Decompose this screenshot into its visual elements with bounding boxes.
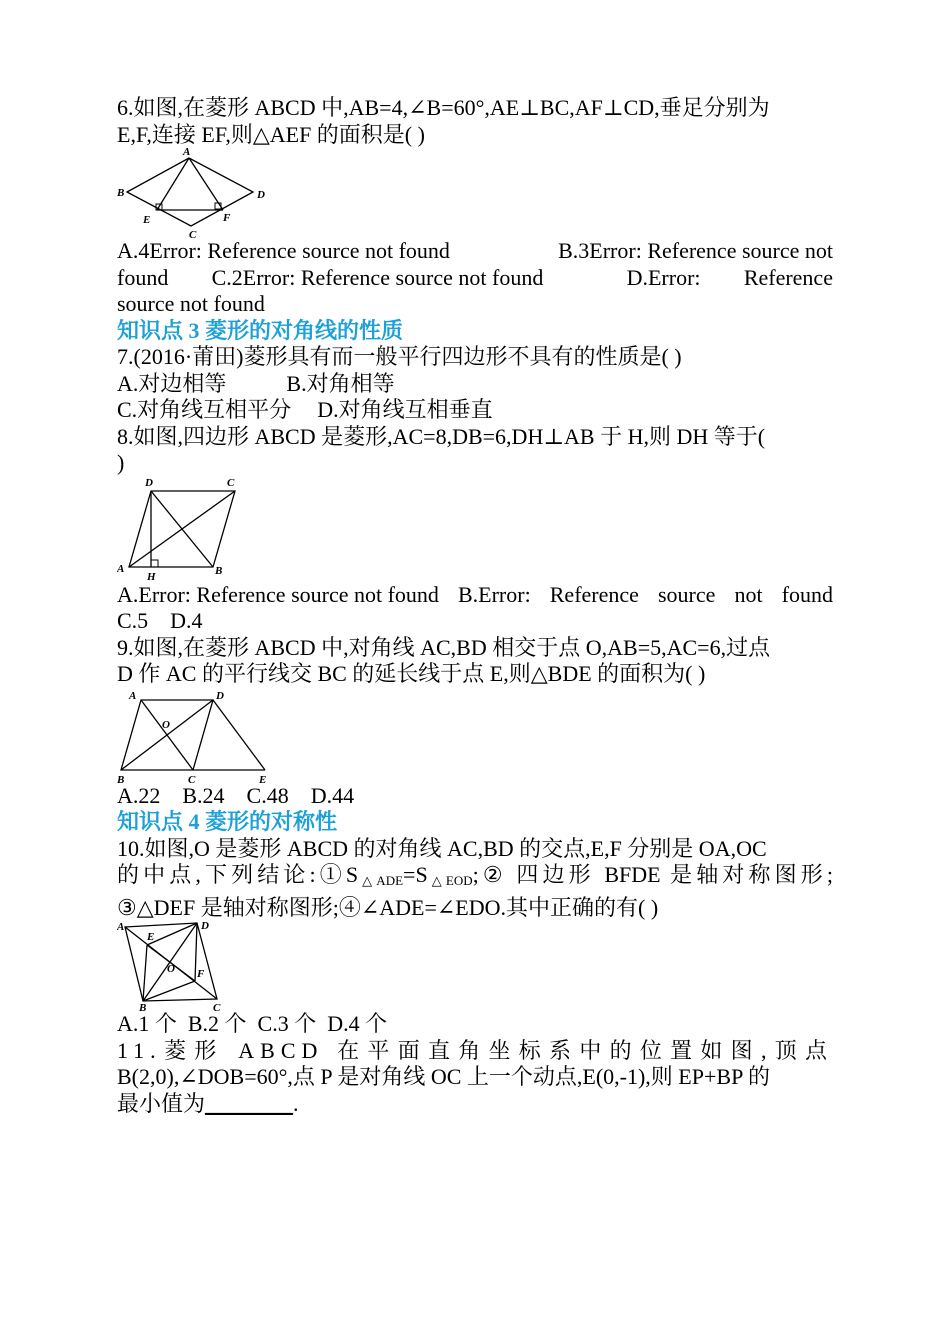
q8-stem-line1: 8.如图,四边形 ABCD 是菱形,AC=8,DB=6,DH⊥AB 于 H,则 DH 等于( <box>117 423 766 449</box>
q8-option-b-part3: source <box>657 581 716 607</box>
q6-label-d: D <box>257 189 265 201</box>
q6-label-f: F <box>223 212 231 224</box>
q6-option-b: B.3Error: Reference source not <box>558 238 833 263</box>
q8-rhombus-figure <box>117 477 247 582</box>
q6-label-c: C <box>189 229 197 238</box>
section-4-heading: 知识点 4 菱形的对称性 <box>117 809 338 834</box>
q10-stem-line1: 10.如图,O 是菱形 ABCD 的对角线 AC,BD 的交点,E,F 分别是 OA,OC <box>117 835 767 861</box>
q7-option-c: C.对角线互相平分 <box>117 397 292 422</box>
q8-options-row2: C.5 D.4 <box>117 608 203 633</box>
section-3-heading: 知识点 3 菱形的对角线的性质 <box>117 317 404 343</box>
q11-line3-suffix: . <box>293 1090 299 1116</box>
q10-line2-part-c: ;② 四边形 BFDE 是轴对称图形; <box>472 862 834 887</box>
q8-label-c: C <box>227 476 235 489</box>
q9-label-a: A <box>129 689 137 702</box>
q6-option-c: C.2Error: Reference source not found <box>211 264 544 290</box>
q8-label-b: B <box>215 564 223 577</box>
q7-stem: 7.(2016·莆田)菱形具有而一般平行四边形不具有的性质是( ) <box>117 344 682 369</box>
q7-option-b: B.对角相等 <box>286 370 395 396</box>
q8-label-h: H <box>147 570 156 582</box>
q10-stem-line3: ③△DEF 是轴对称图形;④∠ADE=∠EDO.其中正确的有( ) <box>117 894 659 920</box>
q9-label-o: O <box>162 718 170 731</box>
q6-option-a: A.4Error: Reference source not found <box>117 238 450 263</box>
q6-stem-line2: E,F,连接 EF,则△AEF 的面积是( ) <box>117 121 425 147</box>
q6-label-a: A <box>183 148 191 158</box>
q10-line2-part-b: =S <box>403 862 428 887</box>
q10-stem-line2 <box>117 862 833 895</box>
q9-label-c: C <box>188 773 196 783</box>
q8-option-a: A.Error: Reference source not found <box>117 581 439 607</box>
q6-rhombus-figure <box>117 148 277 238</box>
q10-label-f: F <box>197 968 205 980</box>
q11-answer-blank[interactable]: ________ <box>205 1090 294 1116</box>
q11-stem-line3 <box>117 1091 833 1118</box>
q8-option-b-part1: B.Error: <box>457 581 531 607</box>
q10-label-e: E <box>147 931 155 943</box>
q7-options-row2 <box>117 397 833 424</box>
q8-option-b-part2: Reference <box>549 581 639 607</box>
q7-options-row1 <box>117 371 833 398</box>
q7-option-d: D.对角线互相垂直 <box>317 397 493 422</box>
q6-label-b: B <box>117 187 125 199</box>
q9-stem-line1: 9.如图,在菱形 ABCD 中,对角线 AC,BD 相交于点 O,AB=5,AC=6,过点 <box>117 634 771 660</box>
q6-options-row2 <box>117 265 833 292</box>
q6-stem-line1: 6.如图,在菱形 ABCD 中,AB=4,∠B=60°,AE⊥BC,AF⊥CD,垂足分别为 <box>117 95 770 120</box>
q10-subscript-eod: △EOD <box>427 873 473 888</box>
q6-option-b-cont: found <box>117 264 169 290</box>
q7-option-a: A.对边相等 <box>117 370 227 396</box>
q8-options-row1 <box>117 582 833 609</box>
q10-options: A.1 个 B.2 个 C.3 个 D.4 个 <box>117 1011 388 1036</box>
q9-options: A.22 B.24 C.48 D.44 <box>117 782 355 808</box>
q10-rhombus-figure <box>117 921 227 1011</box>
q10-label-b: B <box>139 1002 147 1011</box>
q9-stem-line2: D 作 AC 的平行线交 BC 的延长线于点 E,则△BDE 的面积为( ) <box>117 661 706 686</box>
q10-label-o: O <box>167 963 175 975</box>
q6-option-d-part1: D.Error: <box>626 264 701 290</box>
q6-option-d-cont: source not found <box>117 291 265 316</box>
q10-label-a: A <box>117 921 125 933</box>
q6-label-e: E <box>143 214 151 226</box>
q9-label-b: B <box>117 773 125 783</box>
q8-label-a: A <box>117 562 125 575</box>
q10-label-d: D <box>201 921 209 932</box>
q8-label-d: D <box>145 476 153 489</box>
q8-option-b-part4: not <box>734 581 763 607</box>
q11-line3-prefix: 最小值为 <box>117 1090 206 1116</box>
q6-option-d-part2: Reference <box>743 264 833 290</box>
q8-stem-line2: ) <box>117 450 125 475</box>
q10-label-c: C <box>213 1002 221 1011</box>
q10-line2-part-a: 的中点,下列结论:①S <box>117 862 359 887</box>
q9-label-e: E <box>259 773 267 783</box>
q9-label-d: D <box>216 689 224 702</box>
q9-rhombus-figure <box>117 688 277 783</box>
q11-stem-line2: B(2,0),∠DOB=60°,点 P 是对角线 OC 上一个动点,E(0,-1),则 EP+BP 的 <box>117 1064 770 1089</box>
q10-subscript-ade: △ADE <box>358 873 404 888</box>
q6-options-row1 <box>117 238 833 265</box>
q11-stem-line1: 11.菱形 ABCD 在平面直角坐标系中的位置如图,顶点 <box>117 1037 833 1063</box>
q8-option-b-part5: found <box>781 581 833 607</box>
document-page <box>117 95 833 1117</box>
